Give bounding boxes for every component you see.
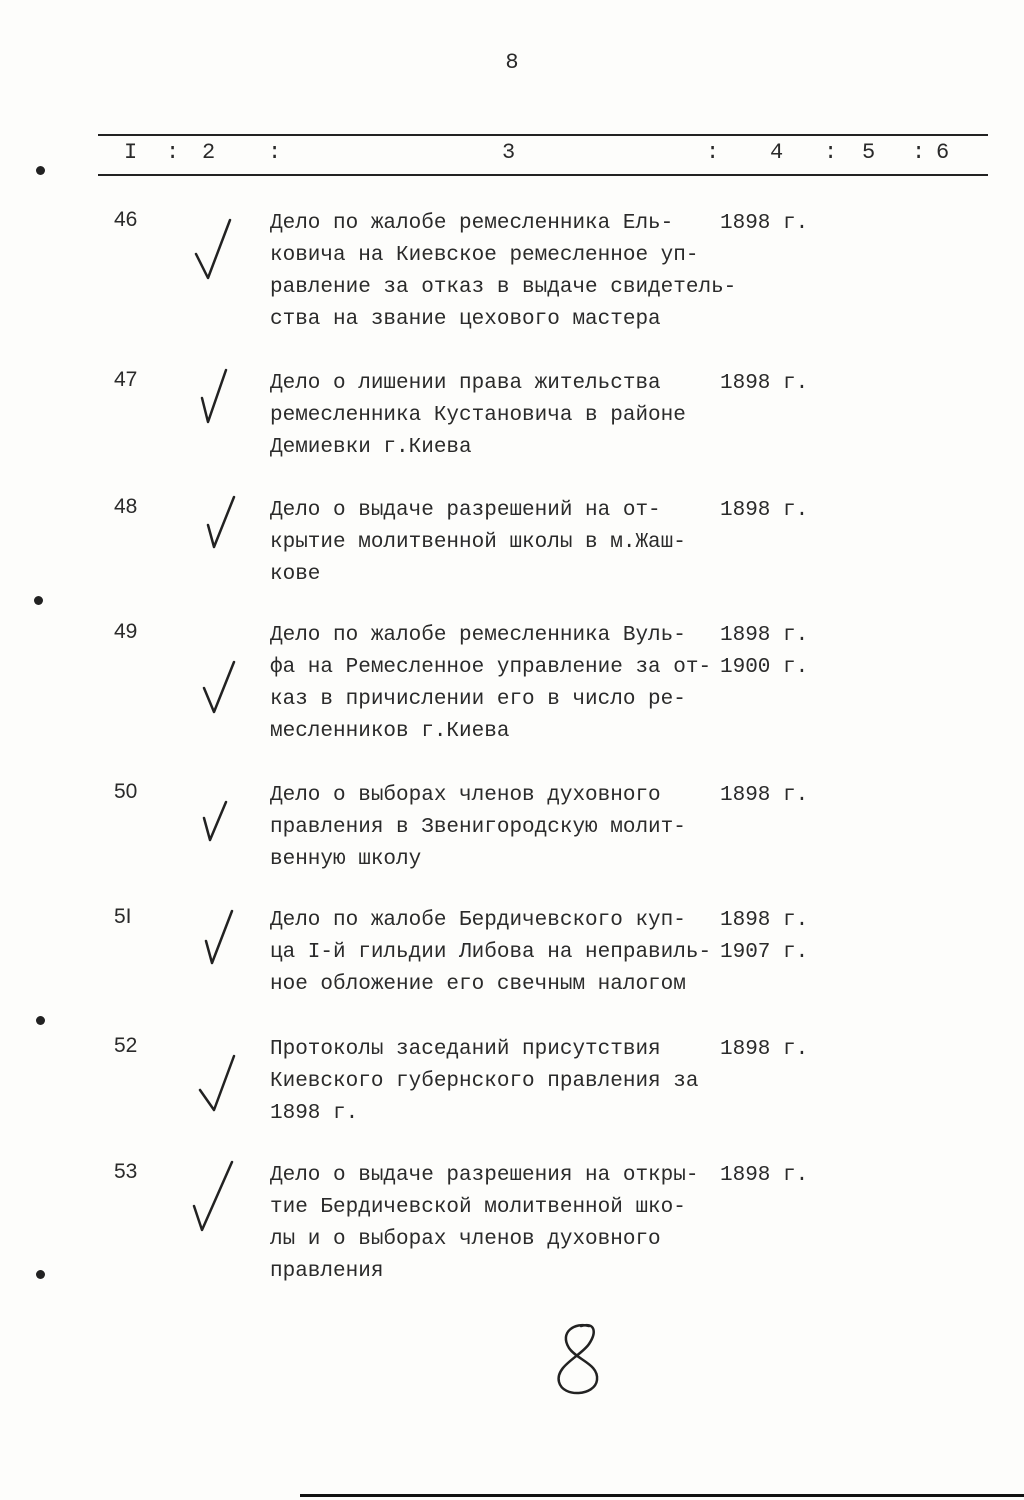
entry-date: 1898 г. bbox=[720, 499, 809, 522]
description-line: крытие молитвенной школы в м.Жаш- bbox=[270, 531, 686, 554]
entry-date: 1900 г. bbox=[720, 656, 809, 679]
column-header-5: 5 bbox=[862, 140, 876, 165]
entry-number: 5I bbox=[114, 905, 132, 928]
description-line: равление за отказ в выдаче свидетель- bbox=[270, 276, 737, 299]
column-header-4: 4 bbox=[770, 140, 784, 165]
page-number: 8 bbox=[505, 50, 519, 75]
entry-dates bbox=[720, 1160, 808, 1192]
entry-number: 52 bbox=[114, 1034, 138, 1057]
entry-description bbox=[270, 1034, 730, 1130]
binding-hole-mark bbox=[36, 166, 45, 175]
description-line: каз в причислении его в число ре- bbox=[270, 688, 686, 711]
entry-number: 53 bbox=[114, 1160, 138, 1183]
column-separator: : bbox=[166, 140, 180, 165]
handwritten-folio-number bbox=[545, 1320, 615, 1400]
entry-dates bbox=[720, 368, 808, 400]
description-line: венную школу bbox=[270, 848, 422, 871]
checkmark-icon bbox=[190, 216, 240, 286]
column-separator: : bbox=[824, 140, 838, 165]
binding-hole-mark bbox=[36, 1270, 45, 1279]
entry-description bbox=[270, 495, 730, 591]
entry-number: 46 bbox=[114, 208, 138, 231]
checkmark-icon bbox=[190, 368, 240, 438]
entry-date: 1898 г. bbox=[720, 212, 809, 235]
entry-description bbox=[270, 208, 737, 336]
entry-dates bbox=[720, 780, 808, 812]
description-line: ковича на Киевское ремесленное уп- bbox=[270, 244, 699, 267]
description-line: фа на Ремесленное управление за от- bbox=[270, 656, 712, 679]
description-line: Дело о выдаче разрешений на от- bbox=[270, 499, 661, 522]
description-line: Дело по жалобе ремесленника Ель- bbox=[270, 212, 674, 235]
entry-description bbox=[270, 780, 730, 876]
entry-number: 49 bbox=[114, 620, 138, 643]
entry-dates bbox=[720, 1034, 808, 1066]
entry-date: 1898 г. bbox=[720, 1164, 809, 1187]
entry-dates bbox=[720, 495, 808, 527]
description-line: Дело о лишении права жительства bbox=[270, 372, 661, 395]
description-line: 1898 г. bbox=[270, 1102, 359, 1125]
description-line: Дело по жалобе ремесленника Вуль- bbox=[270, 624, 686, 647]
column-header-6: 6 bbox=[936, 140, 950, 165]
column-header-3: 3 bbox=[502, 140, 516, 165]
binding-hole-mark bbox=[34, 596, 43, 605]
description-line: ремесленника Кустановича в районе bbox=[270, 404, 686, 427]
description-line: Дело о выдаче разрешения на откры- bbox=[270, 1164, 699, 1187]
checkmark-icon bbox=[190, 909, 240, 979]
description-line: Дело по жалобе Бердичевского куп- bbox=[270, 909, 686, 932]
entry-description bbox=[270, 620, 730, 748]
description-line: Демиевки г.Киева bbox=[270, 436, 472, 459]
column-header-2: 2 bbox=[202, 140, 216, 165]
entry-description bbox=[270, 1160, 730, 1288]
entry-date: 1898 г. bbox=[720, 1038, 809, 1061]
entry-date: 1898 г. bbox=[720, 372, 809, 395]
entry-number: 48 bbox=[114, 495, 138, 518]
description-line: Дело о выборах членов духовного bbox=[270, 784, 661, 807]
column-header-row bbox=[0, 140, 1024, 170]
column-separator: : bbox=[268, 140, 282, 165]
description-line: лы и о выборах членов духовного bbox=[270, 1228, 661, 1251]
column-header-1: I bbox=[124, 140, 138, 165]
entry-dates bbox=[720, 905, 808, 969]
entry-date: 1898 г. bbox=[720, 624, 809, 647]
entry-description bbox=[270, 368, 730, 464]
column-separator: : bbox=[706, 140, 720, 165]
entry-number: 47 bbox=[114, 368, 138, 391]
description-line: Протоколы заседаний присутствия bbox=[270, 1038, 661, 1061]
page-bottom-edge bbox=[300, 1494, 1024, 1497]
header-rule-bottom bbox=[98, 174, 988, 176]
entry-description bbox=[270, 905, 730, 1001]
description-line: тие Бердичевской молитвенной шко- bbox=[270, 1196, 686, 1219]
entry-date: 1907 г. bbox=[720, 941, 809, 964]
description-line: правления bbox=[270, 1260, 384, 1283]
checkmark-icon bbox=[190, 800, 240, 870]
checkmark-icon bbox=[190, 495, 240, 565]
description-line: кове bbox=[270, 563, 321, 586]
description-line: правления в Звенигородскую молит- bbox=[270, 816, 686, 839]
entry-date: 1898 г. bbox=[720, 784, 809, 807]
entry-dates bbox=[720, 208, 808, 240]
description-line: ное обложение его свечным налогом bbox=[270, 973, 686, 996]
column-separator: : bbox=[912, 140, 926, 165]
checkmark-icon bbox=[190, 1052, 240, 1122]
entry-date: 1898 г. bbox=[720, 909, 809, 932]
description-line: месленников г.Киева bbox=[270, 720, 510, 743]
description-line: ства на звание цехового мастера bbox=[270, 308, 661, 331]
checkmark-icon bbox=[190, 1160, 240, 1240]
entry-dates bbox=[720, 620, 808, 684]
description-line: Киевского губернского правления за bbox=[270, 1070, 699, 1093]
binding-hole-mark bbox=[36, 1016, 45, 1025]
header-rule-top bbox=[98, 134, 988, 136]
checkmark-icon bbox=[190, 660, 240, 730]
entry-number: 50 bbox=[114, 780, 138, 803]
description-line: ца I-й гильдии Либова на неправиль- bbox=[270, 941, 712, 964]
